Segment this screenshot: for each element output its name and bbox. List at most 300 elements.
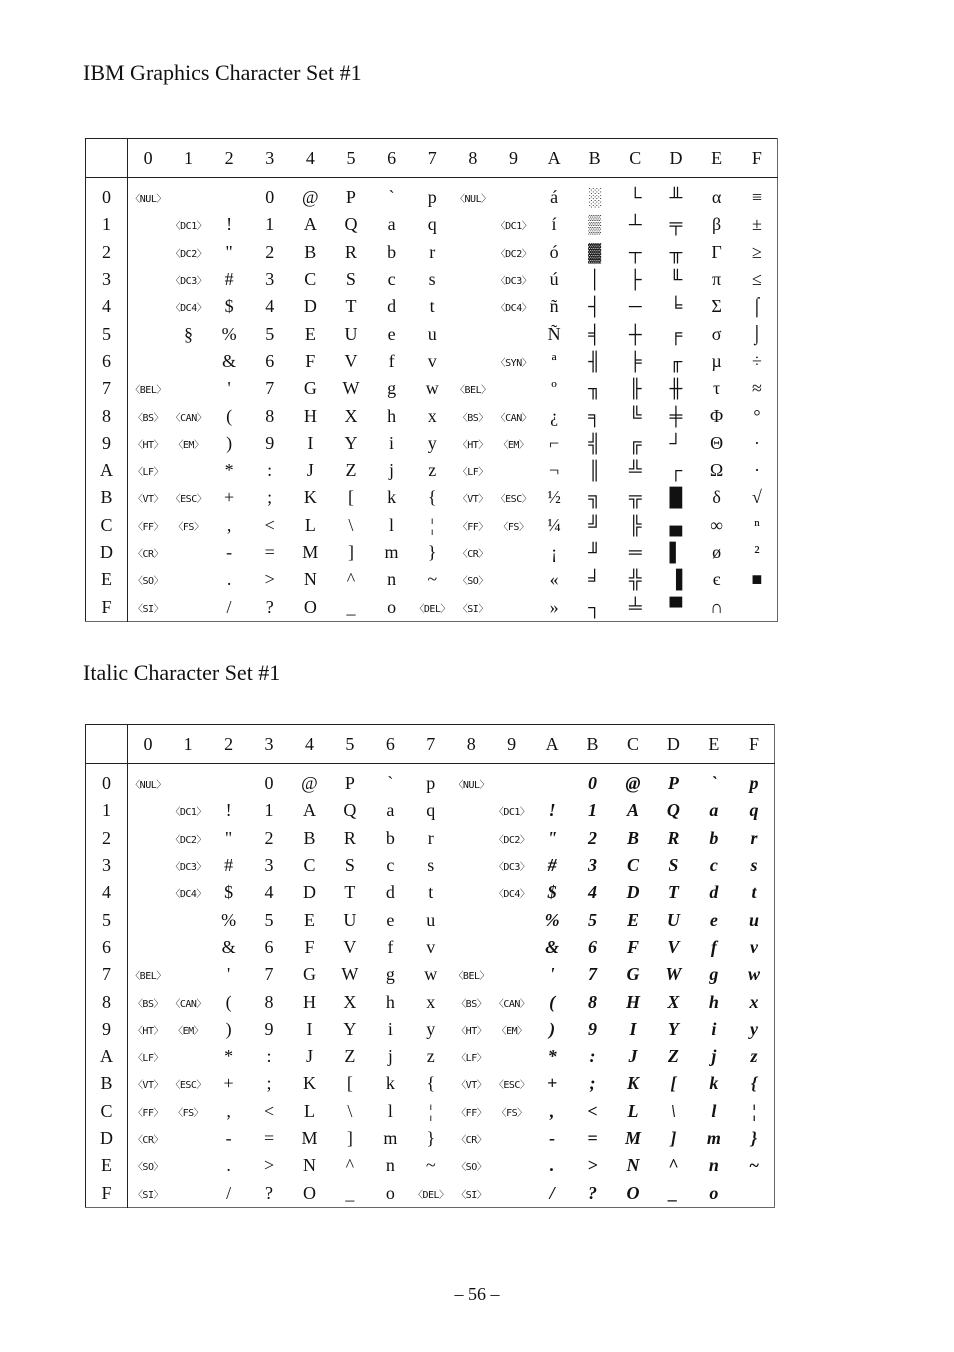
- char-cell: 〈DC1〉: [495, 221, 532, 233]
- char-cell: 〈EM〉: [173, 439, 204, 451]
- char-cell: █: [669, 487, 683, 508]
- char-cell: ¿: [550, 405, 559, 426]
- char-cell: [128, 852, 168, 879]
- char-cell: =: [264, 542, 275, 562]
- char-cell: ▓: [588, 241, 602, 262]
- char-cell: 〈EM〉: [173, 1025, 204, 1037]
- char-cell: W: [342, 378, 360, 399]
- char-cell: ╝: [588, 514, 602, 535]
- char-cell: [168, 1125, 208, 1152]
- row-header: 9: [86, 1016, 128, 1043]
- row-header: B: [86, 1070, 128, 1097]
- char-cell: ■: [751, 569, 763, 590]
- char-cell: [128, 239, 169, 266]
- char-cell: B: [303, 827, 316, 848]
- char-cell: 〈DC1〉: [170, 807, 206, 819]
- char-cell: r: [427, 827, 434, 848]
- row-header: 8: [86, 988, 128, 1015]
- char-cell: <: [263, 1100, 275, 1121]
- char-cell: ≤: [751, 269, 762, 290]
- char-cell: *: [547, 1046, 557, 1067]
- char-cell: /: [226, 1182, 232, 1203]
- char-cell: z: [426, 1046, 435, 1067]
- char-cell: ~: [427, 569, 438, 590]
- italic-charset-table: [85, 724, 775, 1208]
- char-cell: j: [387, 1046, 393, 1067]
- char-cell: ,: [226, 514, 232, 535]
- ibm-graphics-title: IBM Graphics Character Set #1: [83, 60, 362, 85]
- char-cell: 〈DC2〉: [170, 248, 207, 260]
- char-cell: 〈SI〉: [132, 1189, 163, 1201]
- char-cell: [493, 457, 534, 484]
- char-cell: 〈DC1〉: [493, 807, 530, 819]
- char-cell: U: [343, 909, 357, 930]
- char-cell: C: [303, 855, 316, 876]
- char-cell: 〈ESC〉: [495, 494, 532, 506]
- char-cell: =: [587, 1128, 598, 1148]
- char-cell: r: [750, 827, 758, 848]
- column-header: 3: [249, 725, 289, 764]
- char-cell: Ñ: [547, 323, 561, 344]
- char-cell: (: [225, 991, 232, 1012]
- char-cell: j: [711, 1046, 717, 1067]
- char-cell: O: [302, 1182, 316, 1203]
- char-cell: ,: [226, 1100, 231, 1121]
- char-cell: 〈DC4〉: [495, 303, 532, 315]
- char-cell: ╦: [628, 487, 642, 508]
- char-cell: 〈DC4〉: [170, 303, 207, 315]
- char-cell: 7: [588, 964, 598, 985]
- char-cell: B: [304, 241, 317, 262]
- char-cell: 6: [265, 350, 275, 371]
- table-row: [86, 764, 775, 798]
- char-cell: M: [302, 542, 319, 562]
- char-cell: [453, 239, 494, 266]
- char-cell: [453, 320, 494, 347]
- char-cell: ': [227, 378, 231, 399]
- char-cell: [128, 320, 169, 347]
- char-cell: 0: [264, 773, 274, 794]
- char-cell: n: [387, 569, 397, 590]
- table-row: [86, 961, 775, 988]
- char-cell: o: [387, 596, 397, 617]
- char-cell: [128, 348, 169, 375]
- char-cell: H: [625, 991, 640, 1012]
- char-cell: %: [221, 323, 237, 344]
- row-header: 7: [86, 375, 128, 402]
- char-cell: [168, 1043, 208, 1070]
- char-cell: ≥: [751, 241, 762, 262]
- char-cell: ]: [346, 1128, 353, 1148]
- char-cell: ': [226, 964, 231, 985]
- char-cell: ^: [346, 569, 356, 590]
- char-cell: ╫: [669, 378, 683, 399]
- row-header: 6: [86, 934, 128, 961]
- char-cell: 〈CAN〉: [493, 998, 530, 1010]
- char-cell: [491, 1179, 531, 1207]
- char-cell: L: [627, 1100, 639, 1121]
- char-cell: ]: [670, 1128, 677, 1148]
- char-cell: ╒: [669, 323, 683, 344]
- char-cell: Γ: [711, 241, 722, 262]
- char-cell: 1: [264, 800, 274, 821]
- table-row: [86, 825, 775, 852]
- column-header: D: [656, 139, 697, 178]
- table-row: [86, 348, 778, 375]
- char-cell: X: [344, 405, 358, 426]
- char-cell: ┴: [628, 214, 642, 235]
- char-cell: 〈SO〉: [132, 1162, 163, 1174]
- table-row: [86, 375, 778, 402]
- char-cell: !: [226, 214, 233, 235]
- char-cell: 1: [588, 800, 598, 821]
- char-cell: {: [750, 1073, 758, 1094]
- char-cell: 2: [265, 241, 275, 262]
- char-cell: [128, 906, 168, 933]
- table-row: [86, 906, 775, 933]
- char-cell: 〈DC2〉: [170, 834, 206, 846]
- char-cell: K: [302, 1073, 316, 1094]
- char-cell: ²: [754, 542, 760, 562]
- char-cell: $: [224, 296, 234, 317]
- row-header: E: [86, 1152, 128, 1179]
- char-cell: ⌠: [751, 296, 763, 317]
- char-cell: ╟: [628, 378, 642, 399]
- char-cell: [493, 566, 534, 593]
- row-header: 5: [86, 320, 128, 347]
- table-row: [86, 1043, 775, 1070]
- char-cell: [128, 825, 168, 852]
- char-cell: E: [303, 909, 315, 930]
- char-cell: f: [388, 350, 395, 371]
- char-cell: ╥: [669, 241, 683, 262]
- char-cell: 〈DEL〉: [414, 603, 450, 615]
- char-cell: t: [428, 882, 434, 903]
- char-cell: a: [386, 800, 395, 821]
- char-cell: 〈FF〉: [456, 1107, 487, 1119]
- char-cell: 〈BS〉: [132, 998, 163, 1010]
- char-cell: ▀: [669, 596, 683, 617]
- char-cell: U: [666, 909, 680, 930]
- char-cell: W: [665, 964, 682, 985]
- table-row: [86, 1179, 775, 1207]
- char-cell: /: [226, 596, 232, 617]
- char-cell: 8: [588, 991, 598, 1012]
- char-cell: 4: [264, 882, 274, 903]
- table-row: [86, 566, 778, 593]
- char-cell: 〈DC3〉: [493, 862, 530, 874]
- column-header: 7: [411, 725, 451, 764]
- char-cell: _: [668, 1182, 678, 1203]
- char-cell: J: [306, 460, 314, 481]
- char-cell: #: [224, 855, 234, 876]
- char-cell: g: [385, 964, 395, 985]
- char-cell: ?: [588, 1182, 598, 1203]
- char-cell: {: [426, 1073, 436, 1094]
- char-cell: [453, 293, 494, 320]
- table-row: [86, 239, 778, 266]
- char-cell: ?: [265, 1182, 274, 1203]
- char-cell: -: [549, 1128, 556, 1148]
- char-cell: B: [626, 827, 639, 848]
- char-cell: o: [709, 1182, 719, 1203]
- char-cell: K: [303, 487, 317, 508]
- char-cell: [532, 764, 572, 798]
- char-cell: ⁿ: [754, 514, 760, 535]
- column-header: C: [615, 139, 656, 178]
- char-cell: w: [748, 964, 761, 985]
- char-cell: [168, 539, 209, 566]
- column-header: 5: [331, 139, 372, 178]
- char-cell: i: [711, 1018, 717, 1039]
- char-cell: ≈: [751, 378, 762, 399]
- char-cell: W: [341, 964, 359, 985]
- char-cell: 5: [588, 909, 598, 930]
- char-cell: \: [670, 1100, 676, 1121]
- char-cell: (: [549, 991, 556, 1012]
- char-cell: H: [303, 405, 317, 426]
- char-cell: N: [303, 569, 317, 590]
- char-cell: 〈SO〉: [133, 576, 164, 588]
- char-cell: V: [344, 350, 358, 371]
- char-cell: b: [385, 827, 395, 848]
- char-cell: e: [386, 909, 395, 930]
- char-cell: }: [427, 542, 437, 562]
- char-cell: √: [751, 487, 762, 508]
- char-cell: ¦: [428, 1100, 433, 1121]
- char-cell: &: [545, 936, 560, 957]
- column-header: 8: [453, 139, 494, 178]
- char-cell: A: [626, 800, 639, 821]
- column-header: 0: [128, 725, 168, 764]
- char-cell: 〈LF〉: [133, 467, 164, 479]
- column-header: A: [532, 725, 572, 764]
- char-cell: t: [751, 882, 757, 903]
- char-cell: ╓: [669, 350, 683, 371]
- char-cell: U: [344, 323, 358, 344]
- char-cell: [451, 934, 491, 961]
- char-cell: `: [387, 773, 394, 794]
- char-cell: 〈HT〉: [457, 439, 488, 451]
- char-cell: $: [224, 882, 234, 903]
- char-cell: 〈HT〉: [456, 1025, 487, 1037]
- column-header: 7: [412, 139, 453, 178]
- italic-charset-title: Italic Character Set #1: [83, 660, 281, 685]
- char-cell: `: [710, 773, 717, 794]
- char-cell: :: [266, 1046, 272, 1067]
- char-cell: 9: [588, 1018, 598, 1039]
- row-header: 2: [86, 239, 128, 266]
- char-cell: 〈NUL〉: [130, 194, 166, 206]
- char-cell: 9: [265, 432, 275, 453]
- row-header: 8: [86, 402, 128, 429]
- char-cell: ╜: [588, 542, 602, 562]
- char-cell: d: [385, 882, 395, 903]
- char-cell: 〈SI〉: [133, 603, 164, 615]
- char-cell: β: [711, 214, 722, 235]
- page-number: – 56 –: [454, 1284, 500, 1304]
- char-cell: 〈DC4〉: [493, 889, 530, 901]
- char-cell: u: [749, 909, 760, 930]
- row-header: 3: [86, 266, 128, 293]
- table-row: [86, 293, 778, 320]
- char-cell: &: [221, 936, 236, 957]
- char-cell: 〈DC3〉: [170, 862, 206, 874]
- char-cell: ÷: [751, 350, 762, 371]
- char-cell: T: [667, 882, 679, 903]
- char-cell: +: [223, 487, 235, 508]
- char-cell: v: [750, 936, 759, 957]
- char-cell: [491, 934, 531, 961]
- char-cell: 4: [588, 882, 598, 903]
- table-row: [86, 1098, 775, 1125]
- char-cell: 3: [265, 269, 275, 290]
- char-cell: [453, 211, 494, 238]
- char-cell: ┐: [588, 596, 602, 617]
- column-header: 8: [451, 725, 491, 764]
- char-cell: q: [426, 800, 436, 821]
- char-cell: ]: [347, 542, 354, 562]
- char-cell: ^: [668, 1155, 679, 1176]
- char-cell: {: [427, 487, 437, 508]
- char-cell: 6: [588, 936, 598, 957]
- row-header: E: [86, 566, 128, 593]
- char-cell: [168, 566, 209, 593]
- char-cell: @: [625, 773, 641, 794]
- char-cell: I: [307, 432, 314, 453]
- char-cell: [128, 266, 169, 293]
- char-cell: 〈FF〉: [457, 521, 488, 533]
- table-row: [86, 1016, 775, 1043]
- char-cell: +: [223, 1073, 234, 1094]
- table-row: [86, 484, 778, 511]
- char-cell: :: [589, 1046, 596, 1067]
- table-row: [86, 797, 775, 824]
- char-cell: ∙: [754, 432, 760, 453]
- row-header: 2: [86, 825, 128, 852]
- char-cell: «: [549, 569, 559, 590]
- char-cell: [451, 825, 491, 852]
- char-cell: V: [343, 936, 357, 957]
- char-cell: +: [546, 1073, 558, 1094]
- char-cell: #: [224, 269, 234, 290]
- char-cell: I: [629, 1018, 637, 1039]
- char-cell: >: [264, 569, 275, 590]
- char-cell: 〈DC3〉: [495, 276, 532, 288]
- char-cell: 1: [265, 214, 275, 235]
- char-cell: R: [344, 241, 357, 262]
- column-header-row: [86, 725, 775, 764]
- char-cell: c: [387, 269, 396, 290]
- column-header: C: [613, 725, 653, 764]
- char-cell: 7: [265, 378, 275, 399]
- char-cell: *: [224, 1046, 234, 1067]
- char-cell: 〈NUL〉: [455, 194, 491, 206]
- char-cell: [493, 178, 534, 212]
- char-cell: 〈LF〉: [457, 467, 488, 479]
- column-header: E: [694, 725, 734, 764]
- char-cell: V: [667, 936, 680, 957]
- char-cell: 〈BEL〉: [453, 971, 489, 983]
- char-cell: z: [428, 460, 437, 481]
- column-header: 4: [290, 139, 331, 178]
- char-cell: 〈EM〉: [496, 1025, 527, 1037]
- char-cell: ¦: [430, 514, 434, 535]
- char-cell: ╞: [628, 350, 642, 371]
- char-cell: 〈VT〉: [456, 1080, 487, 1092]
- table-row: [86, 539, 778, 566]
- char-cell: d: [709, 882, 719, 903]
- table-row: [86, 402, 778, 429]
- char-cell: 〈SYN〉: [495, 357, 532, 369]
- char-cell: 〈DC1〉: [170, 221, 207, 233]
- corner-cell: [86, 725, 128, 764]
- char-cell: l: [387, 1100, 393, 1121]
- char-cell: u: [427, 323, 437, 344]
- char-cell: l: [389, 514, 395, 535]
- char-cell: 〈NUL〉: [453, 780, 489, 792]
- char-cell: 〈BEL〉: [130, 385, 166, 397]
- char-cell: s: [428, 269, 436, 290]
- char-cell: q: [749, 800, 759, 821]
- char-cell: 3: [264, 855, 274, 876]
- char-cell: v: [426, 936, 436, 957]
- char-cell: e: [387, 323, 396, 344]
- char-cell: $: [547, 882, 557, 903]
- char-cell: D: [303, 296, 317, 317]
- row-header: 7: [86, 961, 128, 988]
- char-cell: ;: [266, 1073, 272, 1094]
- char-cell: ^: [345, 1155, 355, 1176]
- char-cell: L: [303, 1100, 315, 1121]
- column-header: F: [737, 139, 778, 178]
- table-row: [86, 266, 778, 293]
- row-header: 3: [86, 852, 128, 879]
- char-cell: G: [626, 964, 640, 985]
- char-cell: 5: [264, 909, 274, 930]
- char-cell: │: [588, 269, 602, 290]
- char-cell: [168, 178, 209, 212]
- char-cell: [493, 593, 534, 621]
- char-cell: b: [709, 827, 719, 848]
- column-header: 0: [128, 139, 169, 178]
- char-cell: ½: [547, 487, 561, 508]
- char-cell: *: [224, 460, 234, 481]
- char-cell: s: [427, 855, 435, 876]
- char-cell: Y: [343, 1018, 357, 1039]
- char-cell: c: [709, 855, 718, 876]
- char-cell: x: [749, 991, 759, 1012]
- char-cell: Σ: [711, 296, 722, 317]
- char-cell: u: [426, 909, 436, 930]
- char-cell: D: [302, 882, 316, 903]
- char-cell: ╧: [628, 596, 642, 617]
- char-cell: 〈CR〉: [456, 1135, 487, 1146]
- char-cell: T: [345, 296, 357, 317]
- char-cell: j: [389, 460, 395, 481]
- char-cell: ╔: [628, 432, 642, 453]
- char-cell: n: [385, 1155, 395, 1176]
- table-row: [86, 1152, 775, 1179]
- column-header: A: [534, 139, 575, 178]
- char-cell: [493, 320, 534, 347]
- char-cell: <: [587, 1100, 598, 1121]
- char-cell: ,: [549, 1100, 555, 1121]
- char-cell: 〈CR〉: [132, 1135, 163, 1146]
- table-row: [86, 879, 775, 906]
- char-cell: 〈VT〉: [133, 494, 164, 506]
- char-cell: [451, 879, 491, 906]
